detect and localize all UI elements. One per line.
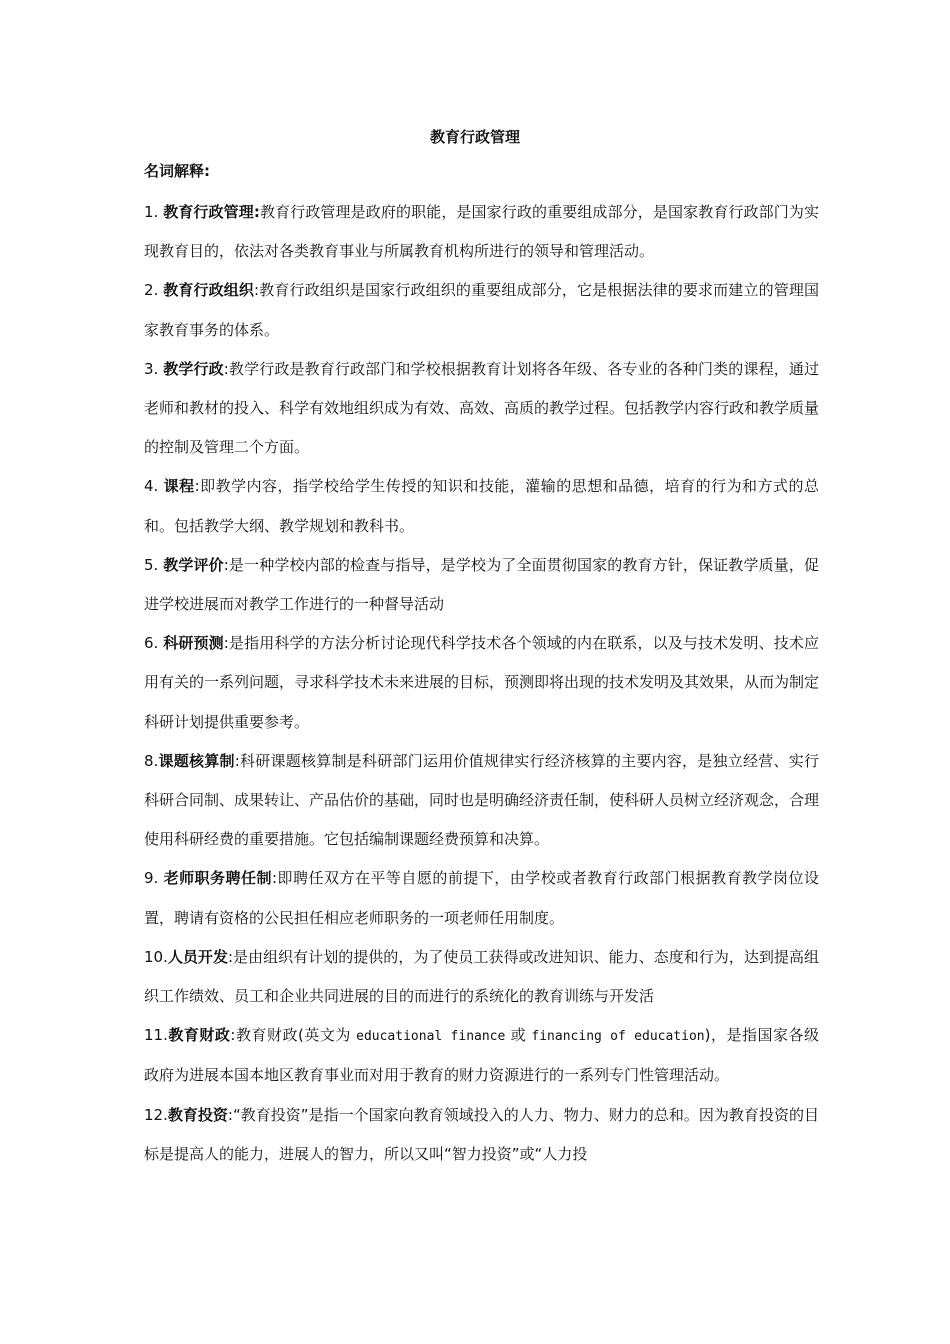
definition-entry — [144, 271, 819, 349]
definition-list — [144, 193, 819, 1174]
definition-entry — [144, 193, 819, 271]
entry-number: 1. — [144, 203, 159, 221]
document-title: 教育行政管理 — [429, 128, 520, 146]
entry-english-term: educational finance — [356, 1029, 506, 1045]
entry-term: 教育行政管理: — [163, 203, 260, 221]
entry-definition: :是由组织有计划的提供的，为了使员工获得或改进知识、能力、态度和行为，达到提高组织工作绩效、员工和企业共同进展的目的而进行的系统化的教育训练与开发活 — [144, 947, 819, 1006]
entry-definition: :“教育投资”是指一个国家向教育领域投入的人力、物力、财力的总和。因为教育投资的目标是提高人的能力，进展人的智力，所以又叫“智力投资”或“人力投 — [144, 1105, 819, 1163]
entry-definition: 教育行政管理是政府的职能，是国家行政的重要组成部分，是国家教育行政部门为实现教育目的，依法对各类教育事业与所属教育机构所进行的领导和管理活动。 — [144, 203, 819, 261]
entry-definition: :教学行政是教育行政部门和学校根据教育计划将各年级、各专业的各种门类的课程，通过老师和教材的投入、科学有效地组织成为有效、高效、高质的教学过程。包括教学内容行政和教学质量的控制及管理二个方面。 — [144, 359, 820, 457]
entry-number: 12. — [144, 1105, 168, 1124]
entry-definition: :是指用科学的方法分析讨论现代科学技术各个领域的内在联系，以及与技术发明、技术应用有关的一系列问题，寻求科学技术未来进展的目标，预测即将出现的技术发明及其效果，从而为制定科研计划提供重要参考。 — [144, 634, 820, 731]
entry-definition: :即教学内容，指学校给学生传授的知识和技能，灌输的思想和品德，培育的行为和方式的总和。包括教学大纲、教学规划和教科书。 — [144, 477, 819, 535]
entry-number: 5. — [144, 555, 159, 574]
definition-entry — [144, 1096, 819, 1174]
entry-definition: :是一种学校内部的检查与指导，是学校为了全面贯彻国家的教育方针，保证教学质量，促进学校进展而对教学工作进行的一种督导活动 — [144, 555, 819, 614]
definition-entry — [144, 859, 819, 937]
definition-entry — [144, 742, 819, 860]
definition-entry — [144, 467, 819, 545]
entry-number: 9. — [144, 869, 159, 888]
definition-entry — [144, 938, 819, 1016]
entry-term: 教育投资 — [167, 1105, 228, 1124]
definition-entry — [144, 546, 819, 624]
definition-entry — [144, 350, 819, 468]
entry-term: 教育财政 — [167, 1026, 231, 1045]
entry-definition: )，是指国家各级政府为进展本国本地区教育事业而对用于教育的财力资源进行的一系列专门性管理活动。 — [144, 1026, 819, 1085]
entry-term: 科研预测 — [163, 634, 224, 653]
entry-term: 教育行政组织 — [163, 281, 255, 300]
entry-term: 教学评价 — [163, 555, 224, 574]
entry-english-term: financing of education — [531, 1029, 705, 1045]
entry-term: 人员开发 — [167, 947, 228, 966]
entry-definition: :科研课题核算制是科研部门运用价值规律实行经济核算的主要内容，是独立经营、实行科研合同制、成果转让、产品估价的基础，同时也是明确经济责任制，使科研人员树立经济观念，合理使用科研经费的重要措施。它包括编制课题经费预算和决算。 — [144, 751, 820, 849]
entry-definition: :教育行政组织是国家行政组织的重要组成部分，它是根据法律的要求而建立的管理国家教育事务的体系。 — [144, 281, 819, 339]
entry-number: 2. — [144, 281, 159, 300]
entry-number: 10. — [144, 947, 168, 966]
entry-number: 3. — [144, 359, 159, 378]
entry-number: 11. — [144, 1026, 168, 1045]
entry-number: 4. — [144, 477, 159, 496]
definition-entry — [144, 1016, 819, 1095]
entry-number: 8. — [144, 751, 159, 770]
entry-definition: 或 — [505, 1026, 532, 1045]
entry-term: 课程 — [163, 477, 195, 496]
entry-term: 课题核算制 — [158, 751, 235, 770]
entry-term: 老师职务聘任制 — [163, 869, 272, 888]
entry-number: 6. — [144, 634, 159, 653]
entry-definition: :即聘任双方在平等自愿的前提下，由学校或者教育行政部门根据教育教学岗位设置，聘请有资格的公民担任相应老师职务的一项老师任用制度。 — [144, 869, 819, 927]
entry-term: 教学行政 — [163, 359, 224, 378]
section-heading: 名词解释: — [144, 162, 210, 180]
entry-definition: :教育财政(英文为 — [230, 1026, 357, 1045]
definition-entry — [144, 624, 819, 742]
